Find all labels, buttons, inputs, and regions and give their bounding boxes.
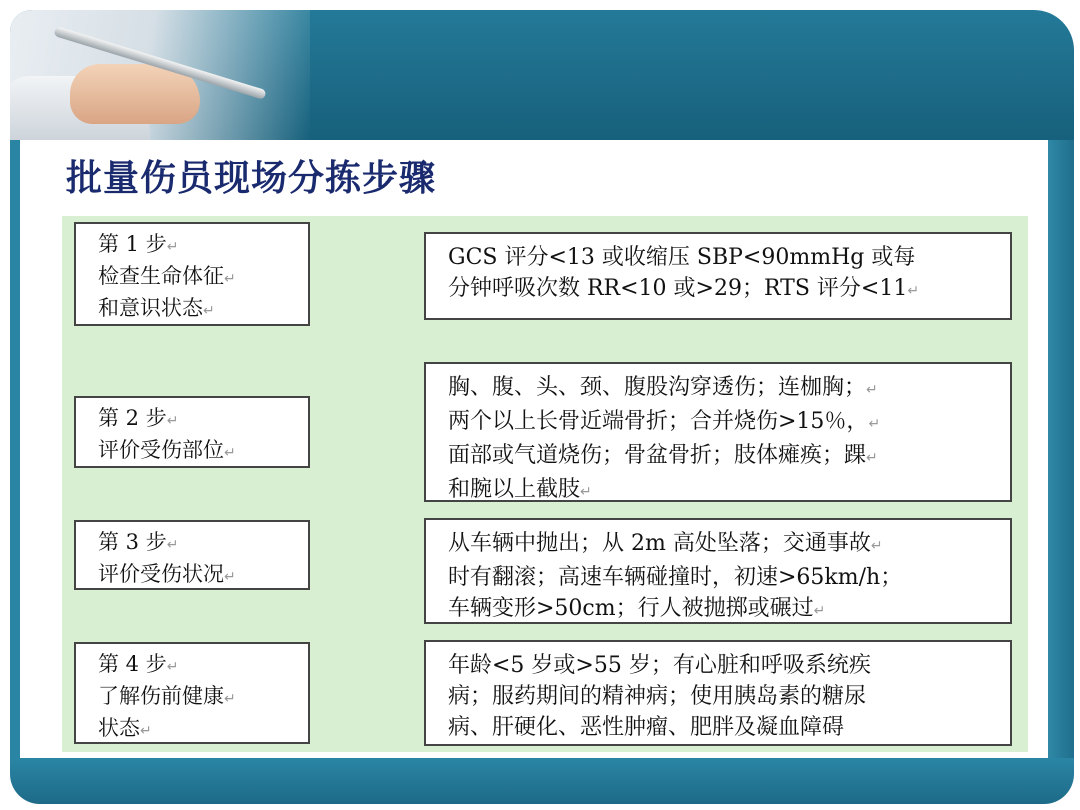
footer-band <box>10 758 1074 804</box>
step-3-line: 评价受伤状况↵ <box>98 562 236 586</box>
criteria-line: 从车辆中抛出；从 2m 高处坠落；交通事故↵ <box>448 531 883 556</box>
slide-title: 批量伤员现场分拣步骤 <box>66 158 437 199</box>
step-3-box <box>74 520 310 590</box>
step-2-title: 第 2 步↵ <box>98 406 179 430</box>
step-1-box <box>74 222 310 326</box>
step-1-criteria-box <box>424 232 1012 320</box>
criteria-line: 病；服药期间的精神病；使用胰岛素的糖尿 <box>448 684 867 709</box>
criteria-line: 时有翻滚；高速车辆碰撞时，初速>65km/h； <box>448 565 903 590</box>
criteria-line: 面部或气道烧伤；骨盆骨折；肢体瘫痪；踝↵ <box>448 443 878 468</box>
step-1-title: 第 1 步↵ <box>98 232 179 256</box>
criteria-line: 车辆变形>50cm；行人被抛掷或碾过↵ <box>448 596 826 621</box>
criteria-line: 两个以上长骨近端骨折；合并烧伤>15％，↵ <box>448 409 881 434</box>
left-border <box>10 140 20 760</box>
step-3-criteria-box <box>424 518 1012 624</box>
step-1-line: 检查生命体征↵ <box>98 264 236 288</box>
step-4-line: 了解伤前健康↵ <box>98 684 236 708</box>
step-3-title: 第 3 步↵ <box>98 530 179 554</box>
criteria-line: 和腕以上截肢↵ <box>448 477 592 502</box>
step-2-line: 评价受伤部位↵ <box>98 438 236 462</box>
criteria-line: 胸、腹、头、颈、腹股沟穿透伤；连枷胸；↵ <box>448 375 878 400</box>
right-border <box>1048 140 1074 760</box>
step-4-box <box>74 642 310 744</box>
criteria-line: 分钟呼吸次数 RR<10 或>29；RTS 评分<11↵ <box>448 276 920 301</box>
step-4-criteria-box <box>424 640 1012 746</box>
step-4-title: 第 4 步↵ <box>98 652 179 676</box>
criteria-line: GCS 评分<13 或收缩压 SBP<90mmHg 或每 <box>448 245 916 270</box>
step-2-box <box>74 396 310 468</box>
criteria-line: 病、肝硬化、恶性肿瘤、肥胖及凝血障碍 <box>448 715 845 740</box>
hand-with-pen-image <box>10 10 310 142</box>
step-4-line: 状态↵ <box>98 716 152 740</box>
step-1-line: 和意识状态↵ <box>98 296 215 320</box>
step-2-criteria-box <box>424 362 1012 502</box>
criteria-line: 年龄<5 岁或>55 岁；有心脏和呼吸系统疾 <box>448 653 871 678</box>
